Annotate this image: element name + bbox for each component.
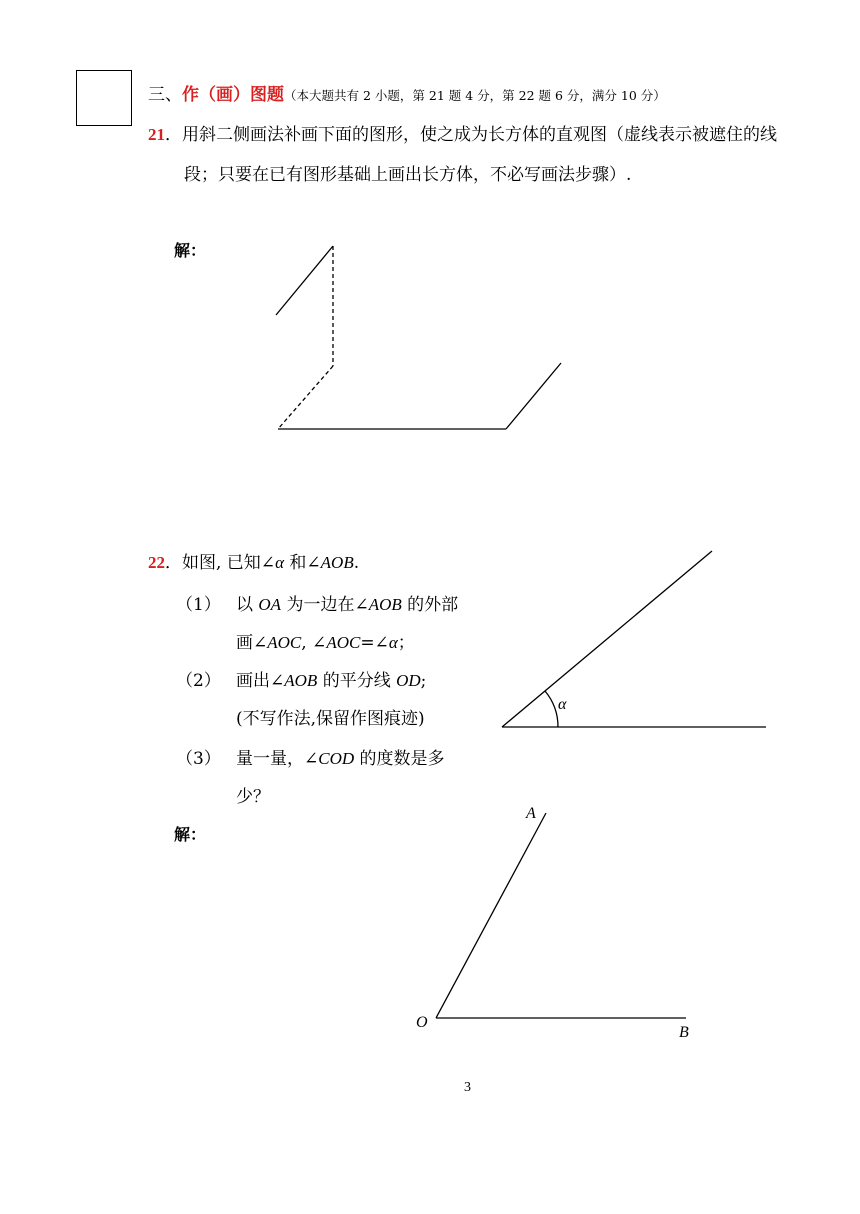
q21-cuboid-figure [276,246,561,429]
p1l2-b: , ∠ [301,633,327,653]
q22-intro-a: ．如图, 已知∠ [165,553,276,573]
q22-p2-index: （2） [176,671,221,691]
p1-b: 为一边在∠ [281,595,369,615]
q22-p3-line2: 少？ [236,787,270,807]
p3-cod: COD [318,749,355,768]
q22-number: 22 [148,553,165,572]
q21-dashed-diagonal [278,366,333,429]
point-a-label: A [526,805,536,822]
p1-aob: AOB [368,595,402,614]
p1-c: 的外部 [401,595,459,615]
q22-p2-note: (不写作法,保留作图痕迹) [236,709,425,729]
q22-aob: AOB [320,553,354,572]
section-prefix: 三、 [148,85,182,105]
p1l2-aoc2: AOC [326,633,361,652]
q22-p3-index: （3） [176,749,221,769]
q22-intro-b: 和∠ [284,553,321,573]
p1l2-a: 画∠ [236,633,268,653]
q21-line2: 段；只要在已有图形基础上画出长方体，不必写画法步骤）. [184,165,632,185]
alpha-arc [545,691,558,727]
p2-c: ; [420,671,427,691]
point-o-label: O [416,1014,428,1031]
q22-answer-label: 解： [174,825,207,844]
q21-text-1: ．用斜二侧画法补画下面的图形，使之成为长方体的直观图（虚线表示被遮住的线 [165,125,777,145]
alpha-angle-figure [502,551,766,727]
p1-oa: OA [258,595,282,614]
aob-angle-figure [436,813,686,1018]
q22-intro-c: . [353,553,360,573]
ray-oa [436,813,546,1018]
q21-solid-diagonal-right [506,363,561,429]
p2-od: OD [396,671,421,690]
p2-a: 画出∠ [236,671,285,691]
p1l2-c: =∠ [360,633,389,653]
q22-alpha: α [275,553,284,572]
p1l2-d: ； [397,633,415,653]
p1-a: 以 [236,595,259,615]
p3-a: 量一量，∠ [236,749,319,769]
q21-number: 21 [148,125,165,144]
point-b-label: B [679,1024,689,1041]
alpha-ray-upper [502,551,712,727]
q22-p1-index: （1） [176,595,221,615]
section-note: （本大题共有 2 小题，第 21 题 4 分，第 22 题 6 分，满分 10 分） [284,88,666,103]
page-number: 3 [464,1080,471,1095]
section-title-red: 作（画）图题 [182,85,284,105]
q21-answer-label: 解： [174,241,207,260]
p2-b: 的平分线 [317,671,397,691]
p3-b: 的度数是多 [354,749,445,769]
alpha-label: α [558,696,567,713]
q21-solid-diagonal-top [276,246,333,315]
p1l2-alpha: α [388,633,398,652]
p2-aob: AOB [284,671,318,690]
p1l2-aoc: AOC [267,633,302,652]
